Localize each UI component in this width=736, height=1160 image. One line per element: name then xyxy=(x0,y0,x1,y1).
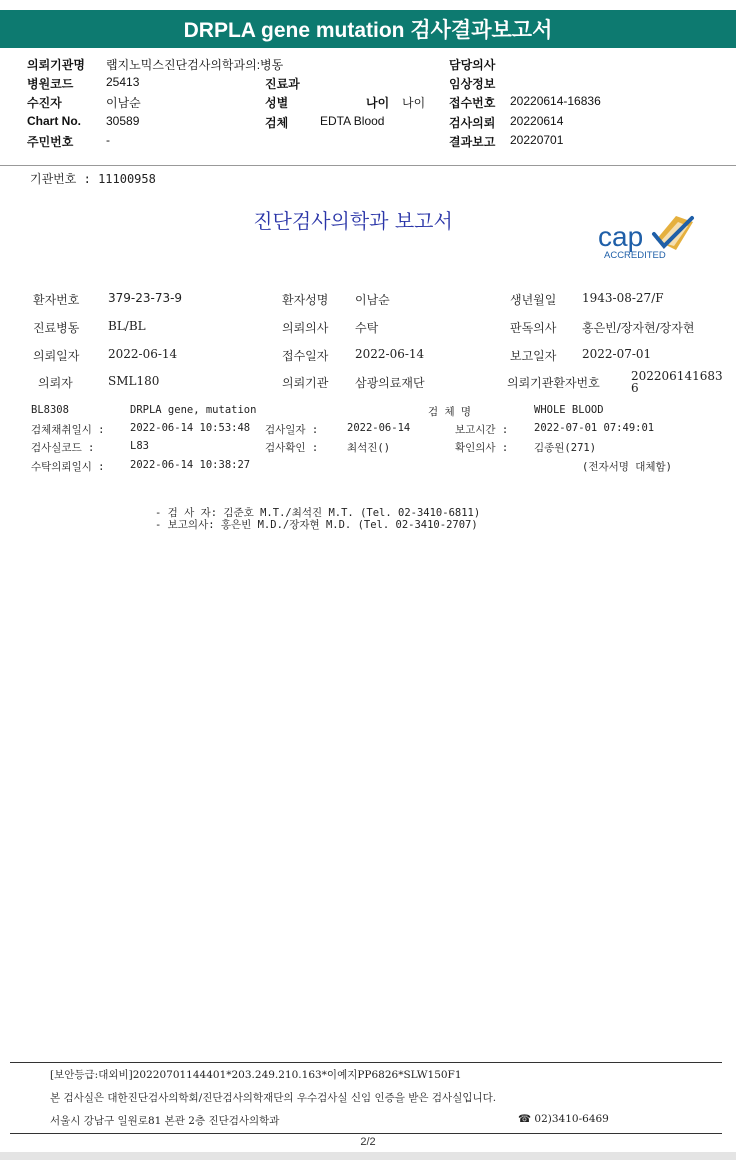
header-value: - xyxy=(106,133,110,147)
field-label: 의뢰자 xyxy=(38,376,73,390)
page-number: 2/2 xyxy=(360,1136,376,1148)
field-value: SML180 xyxy=(108,374,160,388)
header-label: 검사의뢰 xyxy=(449,116,496,130)
header-value: 30589 xyxy=(106,114,140,128)
security-line: [보안등급:대외비]20220701144401*203.249.210.163*이예지PP6826*SLW150F1 xyxy=(50,1069,462,1081)
field-label: 보고일자 xyxy=(510,349,557,363)
test-name: DRPLA gene, mutation xyxy=(130,404,257,416)
specimen-label: 검 체 명 xyxy=(428,406,472,418)
header-value: 20220701 xyxy=(510,133,564,147)
field-value: 이남순 xyxy=(355,293,390,307)
header-value: 20220614 xyxy=(510,114,564,128)
consign-label: 수탁의뢰일시 : xyxy=(31,461,105,473)
header-label: 결과보고 xyxy=(449,135,496,149)
report-heading: 진단검사의학과 보고서 xyxy=(253,209,453,233)
field-value: 2022-07-01 xyxy=(582,347,652,361)
header-label: 수진자 xyxy=(27,96,62,110)
document-title: DRPLA gene mutation 검사결과보고서 xyxy=(183,19,553,42)
consign-value: 2022-06-14 10:38:27 xyxy=(130,459,251,471)
reporttime-value: 2022-07-01 07:49:01 xyxy=(534,422,655,434)
header-row xyxy=(0,131,736,150)
test-code: BL8308 xyxy=(31,404,69,416)
report-footer xyxy=(10,1062,722,1134)
header-label: 의뢰기관명 xyxy=(27,58,85,72)
header-value: 나이 xyxy=(402,96,426,110)
confirm-doc-label: 확인의사 : xyxy=(455,442,509,454)
esign-note: (전자서명 대체함) xyxy=(582,461,672,473)
cap-logo-text: cap xyxy=(598,221,644,252)
field-label: 의뢰일자 xyxy=(33,349,80,363)
field-value: 삼광의료재단 xyxy=(355,376,425,390)
accreditation-notice: 본 검사실은 대한진단검사의학회/진단검사의학재단의 우수검사실 신임 인증을 받은 검사실입니다. xyxy=(50,1092,497,1104)
header-label: 검체 xyxy=(265,116,289,130)
header-label: 성별 xyxy=(265,96,289,110)
field-label: 진료병동 xyxy=(33,321,80,335)
field-label: 생년월일 xyxy=(510,293,557,307)
header-value: EDTA Blood xyxy=(320,114,385,128)
patient-row xyxy=(0,344,736,366)
testdate-value: 2022-06-14 xyxy=(347,422,411,434)
field-label: 의뢰기관환자번호 xyxy=(507,376,600,390)
header-label: 나이 xyxy=(366,96,390,110)
field-label: 의뢰의사 xyxy=(282,321,329,335)
confirm-value: 최석진() xyxy=(347,442,391,454)
field-value: 379-23-73-9 xyxy=(108,291,183,305)
reporttime-label: 보고시간 : xyxy=(455,424,509,436)
field-value: 202206141683 xyxy=(631,369,723,383)
header-row xyxy=(0,73,736,92)
confirm-label: 검사확인 : xyxy=(265,442,319,454)
viewer-bottom-strip xyxy=(0,1152,736,1160)
field-value: 2022-06-14 xyxy=(108,347,178,361)
institution-number xyxy=(30,170,156,187)
collect-value: 2022-06-14 10:53:48 xyxy=(130,422,251,434)
cap-accredited-logo xyxy=(596,214,696,260)
field-label: 환자성명 xyxy=(282,293,329,307)
patient-row xyxy=(0,288,736,310)
field-label: 의뢰기관 xyxy=(282,376,329,390)
patient-row xyxy=(0,371,736,393)
header-value: 랩지노믹스진단검사의학과의:병동 xyxy=(106,58,284,72)
request-header xyxy=(0,48,736,166)
field-value-wrap: 6 xyxy=(631,381,639,395)
report-title-bar xyxy=(0,10,736,48)
room-value: L83 xyxy=(130,440,149,452)
institution-label: 기관번호 : xyxy=(30,172,91,186)
header-label: 주민번호 xyxy=(27,135,74,149)
reporter-line: - 보고의사: 홍은빈 M.D./장자현 M.D. (Tel. 02-3410-2707) xyxy=(155,519,478,531)
institution-value: 11100958 xyxy=(98,172,156,186)
header-row xyxy=(0,112,736,131)
field-label: 환자번호 xyxy=(33,293,80,307)
header-row xyxy=(0,54,736,73)
header-label: 진료과 xyxy=(265,77,300,91)
field-value: 1943-08-27/F xyxy=(582,291,664,305)
header-value: 25413 xyxy=(106,75,140,89)
field-value: BL/BL xyxy=(108,319,146,333)
header-label: 임상정보 xyxy=(449,77,496,91)
field-label: 판독의사 xyxy=(510,321,557,335)
address-line: 서울시 강남구 일원로81 본관 2층 진단검사의학과 xyxy=(50,1115,280,1127)
cap-logo-sub: ACCREDITED xyxy=(604,250,666,260)
header-label: 담당의사 xyxy=(449,58,496,72)
testdate-label: 검사일자 : xyxy=(265,424,319,436)
field-label: 접수일자 xyxy=(282,349,329,363)
header-value: 이남순 xyxy=(106,96,141,110)
tester-line: - 검 사 자: 김준호 M.T./최석진 M.T. (Tel. 02-3410-6811) xyxy=(155,507,481,519)
header-label: Chart No. xyxy=(27,114,81,128)
field-value: 홍은빈/장자현/장자현 xyxy=(582,321,695,335)
field-value: 수탁 xyxy=(355,321,379,335)
header-row xyxy=(0,92,736,111)
phone-line: ☎ 02)3410-6469 xyxy=(518,1113,609,1125)
room-label: 검사실코드 : xyxy=(31,442,95,454)
header-label: 병원코드 xyxy=(27,77,74,91)
confirm-doc-value: 김종원(271) xyxy=(534,442,597,454)
specimen-value: WHOLE BLOOD xyxy=(534,404,604,416)
patient-row xyxy=(0,316,736,338)
field-value: 2022-06-14 xyxy=(355,347,425,361)
collect-label: 검체채취일시 : xyxy=(31,424,105,436)
header-label: 접수번호 xyxy=(449,96,496,110)
header-value: 20220614-16836 xyxy=(510,94,601,108)
